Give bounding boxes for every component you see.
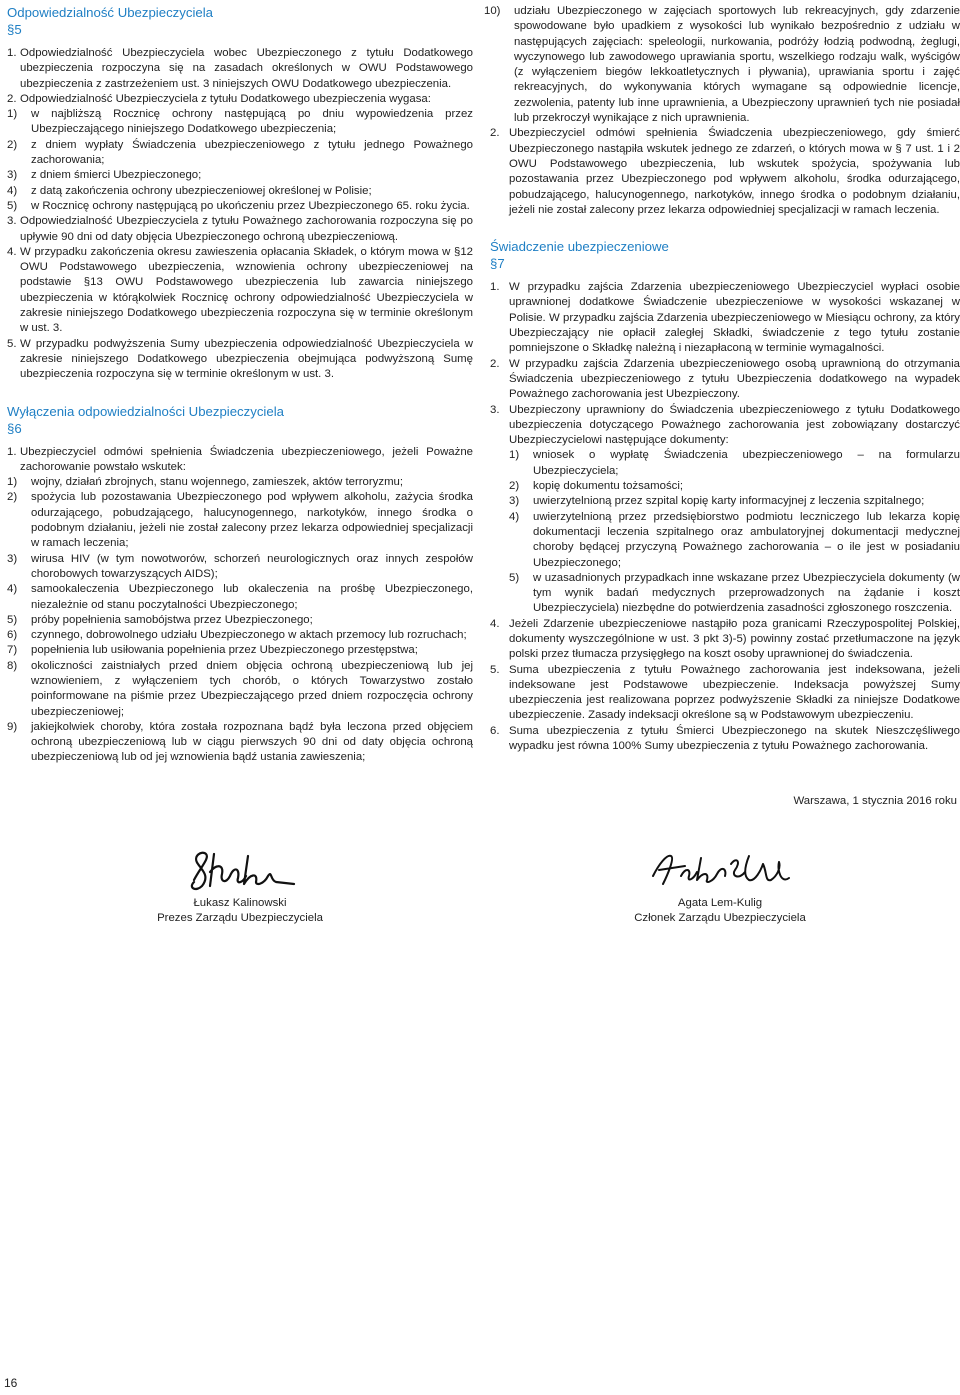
s6-item-2: 2) spożycia lub pozostawania Ubezpieczonego pod wpływem alkoholu, zażycia środka odurzającego, pobudzającego, halucynogennego, narkotyków, innego środka o podobnym działaniu, jeżeli nie został zalecony przez lekarza odpowiedniej specjalizacji w ramach leczenia; (7, 490, 473, 551)
clause-text: Suma ubezpieczenia z tytułu Poważnego zachorowania jest indeksowana, jeżeli indeksowane jest Podstawowe ubezpieczenie. Indeksacja powyższej Sumy ubezpieczenia jest realizowana poprzez podwyższenie Składki za niniejsze Dodatkowe ubezpieczenie. Zasady indeksacji określone są w Podstawowym ubezpieczeniu. (509, 663, 960, 722)
s7-clause-3: 3. Ubezpieczony uprawniony do Świadczenia ubezpieczeniowego z tytułu Dodatkowego ubezpieczenia dotyczącego Poważnego zachorowania jest zobowiązany dostarczyć Ubezpieczycielowi następujące dokumenty: (490, 403, 960, 449)
item-text: czynnego, dobrowolnego udziału Ubezpieczonego w aktach przemocy lub rozruchach; (31, 629, 467, 642)
section-6-title: Wyłączenia odpowiedzialności Ubezpieczyciela (7, 403, 284, 419)
item-text: wniosek o wypłatę Świadczenia ubezpieczeniowego – na formularzu Ubezpieczyciela; (533, 449, 960, 477)
clause-text: W przypadku zakończenia okresu zawieszenia opłacania Składek, o którym mowa w §12 OWU Podstawowego ubezpieczenia, wznowienia ochrony ubezpieczeniowej na podstawie §13 OWU Podstawowego ubezpieczenia lub zawarcia niniejszego ubezpieczenia w którąkolwiek Rocznicę ochrony odpowiedzialność Ubezpieczyciela w zakresie niniejszego Dodatkowego ubezpieczenia rozpoczyna się w terminie określonym w ust. 3. (20, 245, 473, 335)
s6-item-5: 5) próby popełnienia samobójstwa przez Ubezpieczonego; (7, 613, 473, 628)
signature-lem-kulig (645, 846, 795, 896)
s6-clause-2: 2. Ubezpieczyciel odmówi spełnienia Świadczenia ubezpieczeniowego, gdy śmierć Ubezpieczonego nastąpiła wskutek jednego ze zdarzeń, o których mowa w § 7 ust. 1 i 2 OWU Podstawowego ubezpieczenia, lub wskutek spożycia, spożywania lub pozostawania przez Ubezpieczonego pod wpływem alkoholu, środka odurzającego, pobudzającego, halucynogennego, narkotyków, innego środka o podobnym działaniu, jeżeli nie został zalecony przez lekarza odpowiedniej specjalizacji w ramach leczenia. (490, 126, 960, 218)
s6-item-3: 3) wirusa HIV (w tym nowotworów, schorzeń neurologicznych oraz innych zespołów chorobowych towarzyszących AIDS); (7, 552, 473, 583)
right-column (484, 4, 960, 754)
item-text: udziału Ubezpieczonego w zajęciach sportowych lub rekreacyjnych, gdy zdarzenie spowodowane było upadkiem z wysokości lub wynikało bezpośrednio z udziału w następujących zajęciach: speleologii, nurkowania, podróży łodzią podwodną, żeglugi, wyczynowego lub zawodowego uprawiania sportu, wszelkiego rodzaju walk, wyścigów (z wyłączeniem biegów lekkoatletycznych i pływania), uprawiania sportu i zajęć rekreacyjnych, do wykonywania których wymagane są odpowiednie licencje, zezwolenia, patenty lub inne uprawnienia, a Ubezpieczony uprawnień tych nie posiadał lub przekroczył wynikające z nich uprawnienia. (514, 5, 960, 125)
item-text: z dniem wypłaty Świadczenia ubezpieczeniowego z tytułu jednego Poważnego zachorowania; (31, 138, 473, 167)
s7-clause-1: 1. W przypadku zajścia Zdarzenia ubezpieczeniowego Ubezpieczyciel wypłaci osobie uprawnionej dodatkowe Świadczenie ubezpieczeniowe w wysokości wskazanej w Polisie. W przypadku zajścia Zdarzenia ubezpieczeniowego w Miesiącu ochrony, za który Ubezpieczający nie opłacił zaległej Składki, świadczenie z tego tytułu zostanie pomniejszone o Składkę należną i niezapłaconą w terminie wymagalności. (490, 280, 960, 356)
clause-text: W przypadku zajścia Zdarzenia ubezpieczeniowego osobą uprawnioną do otrzymania Świadczenia ubezpieczeniowego z tytułu Ubezpieczenia dodatkowego na wypadek Poważnego zachorowania jest Ubezpieczony. (509, 357, 960, 401)
item-text: w Rocznicę ochrony następującą po ukończeniu przez Ubezpieczonego 65. roku życia. (31, 199, 470, 212)
s6-item-6: 6) czynnego, dobrowolnego udziału Ubezpieczonego w aktach przemocy lub rozruchach; (7, 628, 473, 643)
item-text: wirusa HIV (w tym nowotworów, schorzeń neurologicznych oraz innych zespołów chorobowych towarzyszących AIDS); (31, 552, 473, 580)
item-text: kopię dokumentu tożsamości; (533, 480, 684, 493)
item-text: próby popełnienia samobójstwa przez Ubezpieczonego; (31, 613, 313, 626)
s6-item-10: 10) udziału Ubezpieczonego w zajęciach sportowych lub rekreacyjnych, gdy zdarzenie spowodowane było upadkiem z wysokości lub wynikało bezpośrednio z udziału w następujących zajęciach: speleologii, nurkowania, podróży łodzią podwodną, żeglugi, wyczynowego lub zawodowego uprawiania sportu, wszelkiego rodzaju walk, wyścigów (z wyłączeniem biegów lekkoatletycznych i pływania), uprawiania sportu i zajęć rekreacyjnych, do wykonywania których wymagane są odpowiednie licencje, zezwolenia, patenty lub inne uprawnienia, a Ubezpieczony uprawnień tych nie posiadał lub przekroczył wynikające z nich uprawnienia. (484, 4, 960, 126)
s7-3-item-5: 5) w uzasadnionych przypadkach inne wskazane przez Ubezpieczyciela dokumenty (w tym wynik badań medycznych przeprowadzonych na żądanie i koszt Ubezpieczyciela) niezbędne do potwierdzenia zasadności zgłoszonego roszczenia. (509, 571, 960, 617)
s6-item-4: 4) samookaleczenia Ubezpieczonego lub okaleczenia na prośbę Ubezpieczonego, niezależnie od stanu poczytalności Ubezpieczonego; (7, 582, 473, 613)
s5-clause-2: 2. Odpowiedzialność Ubezpieczyciela z tytułu Dodatkowego ubezpieczenia wygasa: (7, 92, 473, 107)
section-7-symbol: §7 (490, 256, 505, 272)
s5-clause-5: 5. W przypadku podwyższenia Sumy ubezpieczenia odpowiedzialność Ubezpieczyciela w zakresie niniejszego Dodatkowego ubezpieczenia obejmująca podwyższoną Sumę ubezpieczenia rozpoczyna się w terminie określonym w ust. 3. (7, 337, 473, 383)
clause-text: Odpowiedzialność Ubezpieczyciela z tytułu Poważnego zachorowania rozpoczyna się po upływie 90 dni od daty objęcia Ubezpieczonego ochroną ubezpieczeniową. (20, 215, 473, 243)
s5-clause-3: 3. Odpowiedzialność Ubezpieczyciela z tytułu Poważnego zachorowania rozpoczyna się po upływie 90 dni od daty objęcia Ubezpieczonego ochroną ubezpieczeniową. (7, 214, 473, 245)
item-text: samookaleczenia Ubezpieczonego lub okaleczenia na prośbę Ubezpieczonego, niezależnie od stanu poczytalności Ubezpieczonego; (31, 583, 473, 611)
item-text: uwierzytelnioną przez przedsiębiorstwo podmiotu leczniczego lub lekarza kopię dokumentacji leczenia szpitalnego oraz ambulatoryjnej dokumentacji medycznej choroby będącej przyczyną Poważnego zachorowania – o ile jest w posiadaniu Ubezpieczonego; (533, 510, 960, 569)
s5-clause-1: 1. Odpowiedzialność Ubezpieczyciela wobec Ubezpieczonego z tytułu Dodatkowego ubezpieczenia rozpoczyna się na zasadach określonych w OWU Podstawowego ubezpieczenia z zastrzeżeniem ust. 3 niniejszych OWU Dodatkowego ubezpieczenia. (7, 46, 473, 92)
item-text: spożycia lub pozostawania Ubezpieczonego pod wpływem alkoholu, zażycia środka odurzającego, pobudzającego, halucynogennego, narkotyków, innego środka o podobnym działaniu, jeżeli nie został zalecony przez lekarza odpowiedniej specjalizacji w ramach leczenia; (31, 491, 473, 550)
item-text: w uzasadnionych przypadkach inne wskazane przez Ubezpieczyciela dokumenty (w tym wynik badań medycznych przeprowadzonych na żądanie i koszt Ubezpieczyciela) niezbędne do potwierdzenia zasadności zgłoszonego roszczenia. (533, 571, 960, 615)
s7-3-item-4: 4) uwierzytelnioną przez przedsiębiorstwo podmiotu leczniczego lub lekarza kopię dokumentacji leczenia szpitalnego oraz ambulatoryjnej dokumentacji medycznej choroby będącej przyczyną Poważnego zachorowania – o ile jest w posiadaniu Ubezpieczonego; (509, 510, 960, 571)
clause-text: Ubezpieczony uprawniony do Świadczenia ubezpieczeniowego z tytułu Dodatkowego ubezpieczenia dotyczącego Poważnego zachorowania jest zobowiązany dostarczyć Ubezpieczycielowi następujące dokumenty: (509, 403, 960, 447)
item-text: z datą zakończenia ochrony ubezpieczeniowej określonej w Polisie; (31, 184, 372, 197)
item-text: jakiejkolwiek choroby, która została rozpoznana bądź była leczona przed objęciem ochroną ubezpieczeniową lub w ciągu pierwszych 90 dni od daty objęcia ochroną ubezpieczeniową lub od jej wznowienia bądź ustania zawieszenia; (31, 720, 473, 764)
signature-block-left (140, 846, 340, 927)
clause-text: W przypadku zajścia Zdarzenia ubezpieczeniowego Ubezpieczyciel wypłaci osobie uprawnionej dodatkowe Świadczenie ubezpieczeniowe w wysokości wskazanej w Polisie. W przypadku zajścia Zdarzenia ubezpieczeniowego w Miesiącu ochrony, za który Ubezpieczający nie opłacił zaległej Składki, świadczenie z tego tytułu zostanie pomniejszone o Składkę należną i niezapłaconą w terminie wymagalności. (509, 281, 960, 355)
s6-clause-1: 1. Ubezpieczyciel odmówi spełnienia Świadczenia ubezpieczeniowego, jeżeli Poważne zachorowanie powstało wskutek: (7, 445, 473, 476)
left-column (7, 4, 473, 766)
s6-item-9: 9) jakiejkolwiek choroby, która została rozpoznana bądź była leczona przed objęciem ochroną ubezpieczeniową lub w ciągu pierwszych 90 dni od daty objęcia ochroną ubezpieczeniową lub od jej wznowienia bądź ustania zawieszenia; (7, 720, 473, 766)
item-text: z dniem śmierci Ubezpieczonego; (31, 169, 202, 182)
s7-3-item-3: 3) uwierzytelnioną przez szpital kopię karty informacyjnej z leczenia szpitalnego; (509, 494, 960, 509)
s7-clause-5: 5. Suma ubezpieczenia z tytułu Poważnego zachorowania jest indeksowana, jeżeli indeksowane jest Podstawowe ubezpieczenie. Indeksacja powyższej Sumy ubezpieczenia jest realizowana poprzez podwyższenie Składki za niniejsze Dodatkowe ubezpieczenie. Zasady indeksacji określone są w Podstawowym ubezpieczeniu. (490, 663, 960, 724)
signatory-role: Członek Zarządu Ubezpieczyciela (634, 912, 806, 925)
s6-item-8: 8) okoliczności zaistniałych przed dniem objęcia ochroną ubezpieczeniową lub jej wznowieniem, z wyłączeniem tych chorób, o których Towarzystwo zostało poinformowane na piśmie przez Ubezpieczającego przed dniem rozpoczęcia ochrony ubezpieczeniowej; (7, 659, 473, 720)
signatory-name: Agata Lem-Kulig (677, 897, 763, 909)
signature-block-right (615, 846, 825, 927)
clause-text: Jeżeli Zdarzenie ubezpieczeniowe nastąpiło poza granicami Rzeczypospolitej Polskiej, dokumenty wyszczególnione w ust. 3 pkt 3)-5) powinny zostać przetłumaczone na język polski przez tłumacza przysięgłego na koszt osoby uprawnionej do świadczenia. (509, 617, 960, 661)
clause-text: Odpowiedzialność Ubezpieczyciela wobec Ubezpieczonego z tytułu Dodatkowego ubezpieczenia rozpoczyna się na zasadach określonych w OWU Podstawowego ubezpieczenia z zastrzeżeniem ust. 3 niniejszych OWU Dodatkowego ubezpieczenia. (20, 47, 473, 90)
s7-3-item-1: 1) wniosek o wypłatę Świadczenia ubezpieczeniowego – na formularzu Ubezpieczyciela; (509, 448, 960, 479)
s7-clause-4: 4. Jeżeli Zdarzenie ubezpieczeniowe nastąpiło poza granicami Rzeczypospolitej Polskiej, dokumenty wyszczególnione w ust. 3 pkt 3)-5) powinny zostać przetłumaczone na język polski przez tłumacza przysięgłego na koszt osoby uprawnionej do świadczenia. (490, 617, 960, 663)
s5-2-item-2: 2) z dniem wypłaty Świadczenia ubezpieczeniowego z tytułu jednego Poważnego zachorowania; (7, 138, 473, 169)
s5-2-item-3: 3) z dniem śmierci Ubezpieczonego; (7, 168, 473, 183)
signatory-name: Łukasz Kalinowski (193, 897, 287, 909)
s6-item-7: 7) popełnienia lub usiłowania popełnienia przez Ubezpieczonego przestępstwa; (7, 643, 473, 658)
section-5-title: Odpowiedzialność Ubezpieczyciela (7, 5, 213, 20)
s5-2-item-5: 5) w Rocznicę ochrony następującą po ukończeniu przez Ubezpieczonego 65. roku życia. (7, 199, 473, 214)
section-6-heading (7, 403, 473, 437)
item-text: wojny, działań zbrojnych, stanu wojennego, zamieszek, aktów terroryzmu; (31, 476, 404, 489)
section-5-symbol: §5 (7, 22, 22, 37)
clause-text: Suma ubezpieczenia z tytułu Śmierci Ubezpieczonego na skutek Nieszczęśliwego wypadku jest równa 100% Sumy ubezpieczenia z tytułu Poważnego zachorowania. (509, 724, 960, 753)
s7-3-item-2: 2) kopię dokumentu tożsamości; (509, 479, 960, 494)
s7-clause-2: 2. W przypadku zajścia Zdarzenia ubezpieczeniowego osobą uprawnioną do otrzymania Świadczenia ubezpieczeniowego z tytułu Ubezpieczenia dodatkowego na wypadek Poważnego zachorowania jest Ubezpieczony. (490, 357, 960, 403)
clause-text: Odpowiedzialność Ubezpieczyciela z tytułu Dodatkowego ubezpieczenia wygasa: (20, 92, 431, 105)
section-5-heading (7, 4, 473, 38)
s5-2-item-4: 4) z datą zakończenia ochrony ubezpieczeniowej określonej w Polisie; (7, 184, 473, 199)
s6-item-1: 1) wojny, działań zbrojnych, stanu wojennego, zamieszek, aktów terroryzmu; (7, 475, 473, 490)
item-text: okoliczności zaistniałych przed dniem objęcia ochroną ubezpieczeniową lub jej wznowieniem, z wyłączeniem tych chorób, o których Towarzystwo zostało poinformowane na piśmie przez Ubezpieczającego przed dniem rozpoczęcia ochrony ubezpieczeniowej; (31, 659, 473, 718)
signatory-role: Prezes Zarządu Ubezpieczyciela (157, 912, 323, 925)
section-7-title: Świadczenie ubezpieczeniowe (490, 239, 669, 255)
s5-clause-4: 4. W przypadku zakończenia okresu zawieszenia opłacania Składek, o którym mowa w §12 OWU Podstawowego ubezpieczenia, wznowienia ochrony ubezpieczeniowej na podstawie §13 OWU Podstawowego ubezpieczenia lub zawarcia niniejszego ubezpieczenia w którąkolwiek Rocznicę ochrony odpowiedzialność Ubezpieczyciela w zakresie niniejszego Dodatkowego ubezpieczenia rozpoczyna się w terminie określonym w ust. 3. (7, 245, 473, 337)
item-text: popełnienia lub usiłowania popełnienia przez Ubezpieczonego przestępstwa; (31, 644, 418, 657)
section-6-symbol: §6 (7, 420, 22, 436)
place-and-date: Warszawa, 1 stycznia 2016 roku (793, 795, 957, 807)
item-text: uwierzytelnioną przez szpital kopię karty informacyjnej z leczenia szpitalnego; (533, 495, 925, 508)
s7-clause-6: 6. Suma ubezpieczenia z tytułu Śmierci Ubezpieczonego na skutek Nieszczęśliwego wypadku jest równa 100% Sumy ubezpieczenia z tytułu Poważnego zachorowania. (490, 724, 960, 755)
s5-2-item-1: 1) w najbliższą Rocznicę ochrony następującą po dniu wypowiedzenia przez Ubezpieczającego niniejszego Dodatkowego ubezpieczenia; (7, 107, 473, 138)
section-7-heading (490, 238, 960, 272)
clause-text: Ubezpieczyciel odmówi spełnienia Świadczenia ubezpieczeniowego, gdy śmierć Ubezpieczonego nastąpiła wskutek jednego ze zdarzeń, o których mowa w § 7 ust. 1 i 2 OWU Podstawowego ubezpieczenia, lub wskutek spożycia, spożywania lub pozostawania przez Ubezpieczonego pod wpływem alkoholu, środka odurzającego, pobudzającego, halucynogennego, narkotyków, innego środka o podobnym działaniu, jeżeli nie został zalecony przez lekarza odpowiedniej specjalizacji w ramach leczenia. (509, 127, 960, 216)
page-number: 16 (4, 1376, 18, 1390)
signature-kalinowski (180, 846, 300, 896)
item-text: w najbliższą Rocznicę ochrony następującą po dniu wypowiedzenia przez Ubezpieczającego niniejszego Dodatkowego ubezpieczenia; (31, 108, 473, 136)
clause-text: W przypadku podwyższenia Sumy ubezpieczenia odpowiedzialność Ubezpieczyciela w zakresie niniejszego Dodatkowego ubezpieczenia obejmująca podwyższoną Sumę ubezpieczenia rozpoczyna się w terminie określonym w ust. 3. (20, 337, 473, 381)
clause-text: Ubezpieczyciel odmówi spełnienia Świadczenia ubezpieczeniowego, jeżeli Poważne zachorowanie powstało wskutek: (20, 445, 473, 473)
